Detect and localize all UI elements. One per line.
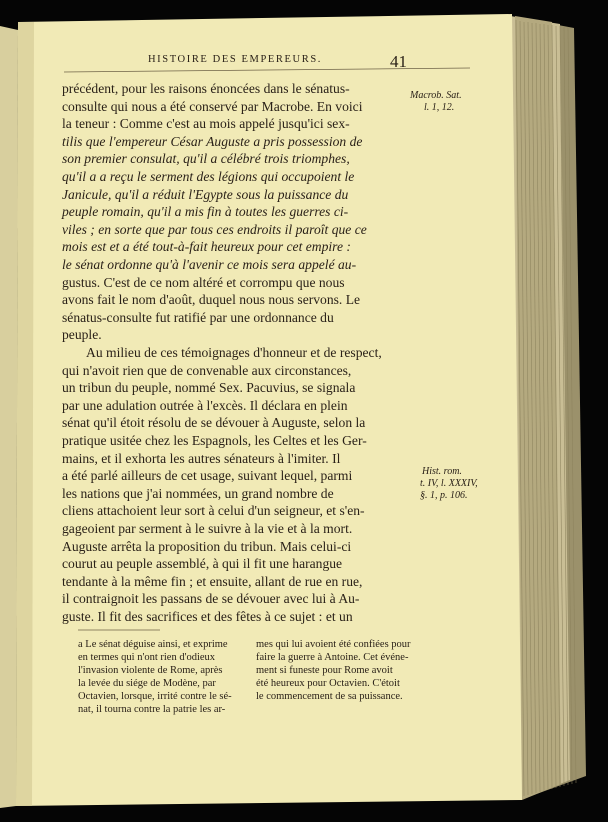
footnote-line: la levée du siége de Modène, par — [78, 678, 216, 689]
body-line: Janicule, qu'il a réduit l'Egypte sous la puissance du — [62, 186, 349, 202]
body-line: la teneur : Comme c'est au mois appelé jusqu'ici sex- — [62, 116, 350, 132]
body-line: mois est et a été tout-à-fait heureux pour cet empire : — [62, 239, 351, 255]
body-line: a été parlé ailleurs de cet usage, suivant lequel, parmi — [62, 468, 353, 484]
body-line: le sénat ordonne qu'à l'avenir ce mois sera appelé au- — [62, 257, 357, 272]
body-line: les nations que j'ai nommées, un grand nombre de — [62, 485, 334, 501]
footnote-line: Octavien, lorsque, irrité contre le sé- — [78, 691, 232, 702]
footnote-line: nat, il tourna contre la patrie les ar- — [78, 704, 226, 715]
margin-note-macrobe: Macrob. Sat. — [410, 90, 462, 101]
left-page-edge — [0, 26, 18, 808]
body-line: précédent, pour les raisons énoncées dans le sénatus- — [62, 81, 350, 96]
footnote-line: faire la guerre à Antoine. Cet événe- — [256, 652, 409, 663]
body-line: gustus. C'est de ce nom altéré et corrompu que nous — [62, 274, 345, 290]
footnote-line: en termes qui n'ont rien d'odieux — [78, 652, 216, 663]
body-line: qu'il a a reçu le serment des légions qui occupoient le — [62, 169, 355, 184]
body-line: avons fait le nom d'août, duquel nous nous servons. Le — [62, 292, 361, 308]
body-line: son premier consulat, qu'il a célébré trois triomphes, — [62, 151, 350, 167]
body-line: tendante à la même fin ; et ensuite, allant de rue en rue, — [62, 573, 363, 589]
body-line: gageoient par serment à le suivre à la vie et à la mort. — [62, 521, 353, 536]
body-line: Au milieu de ces témoignages d'honneur et de respect, — [86, 345, 382, 360]
page-edges — [510, 16, 586, 800]
body-line: sénatus-consulte fut ratifié par une ordonnance du — [62, 309, 334, 325]
body-line: il contraignoit les passans de se dévouer avec lui à Au- — [62, 591, 360, 607]
body-line: sénat qu'il étoit résolu de se dévouer à Auguste, selon la — [62, 415, 366, 431]
body-line: guste. Il fit des sacrifices et des fêtes à ce sujet : et un — [62, 609, 353, 624]
body-line: un tribun du peuple, nommé Sex. Pacuvius, se signala — [62, 380, 356, 396]
body-line: mains, et il exhorta les autres sénateurs à l'imiter. Il — [62, 450, 341, 466]
body-line: viles ; en sorte que par tous ces endroits il paroît que ce — [62, 221, 367, 237]
footnote-line: l'invasion violente de Rome, après — [78, 665, 223, 676]
footnote-line: été heureux pour Octavien. C'étoit — [256, 678, 400, 689]
body-line: qui n'avoit rien que de convenable aux circonstances, — [62, 362, 352, 378]
body-line: peuple romain, qu'il a mis fin à toutes les guerres ci- — [62, 204, 349, 220]
footnote-line: le commencement de sa puissance. — [256, 691, 403, 702]
footnote-line: a Le sénat déguise ainsi, et exprime — [78, 639, 228, 650]
margin-note-hist-ref: t. IV, l. XXXIV, — [420, 478, 478, 489]
margin-note-macrobe-ref: l. 1, 12. — [424, 102, 455, 113]
body-line: cliens attachoient leur sort à celui d'un seigneur, et s'en- — [62, 503, 365, 519]
body-line: tilis que l'empereur César Auguste a pris possession de — [62, 133, 363, 149]
footnote-line: ment si funeste pour Rome avoit — [256, 665, 393, 676]
body-line: pratique usitée chez les Espagnols, les Celtes et les Ger- — [62, 433, 367, 448]
running-header: HISTOIRE DES EMPEREURS. — [148, 54, 322, 65]
body-line: consulte qui nous a été conservé par Macrobe. En voici — [62, 98, 363, 114]
body-line: courut au peuple assemblé, à qui il fit une harangue — [62, 556, 343, 572]
body-line: par une adulation outrée à l'excès. Il déclara en plein — [62, 397, 348, 413]
body-line: Auguste arrêta la proposition du tribun. Mais celui-ci — [62, 538, 352, 554]
margin-note-hist-page: §. 1, p. 106. — [420, 490, 468, 501]
footnote-line: mes qui lui avoient été confiées pour — [256, 639, 411, 650]
margin-note-hist: Hist. rom. — [422, 466, 462, 477]
body-line: peuple. — [62, 327, 102, 343]
page-number: 41 — [390, 52, 407, 71]
